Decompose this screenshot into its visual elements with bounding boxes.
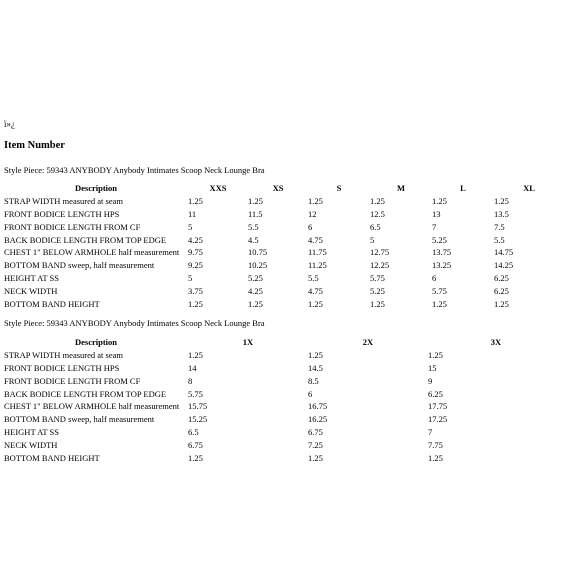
- measurement-value-cell: 1.25: [188, 350, 203, 361]
- measurement-value-cell: 13.25: [432, 260, 452, 271]
- measurement-value-cell: 6.5: [188, 426, 199, 437]
- column-header-size: 2X: [362, 337, 374, 348]
- table-row: [4, 413, 564, 426]
- size-spec-table-plus: [4, 336, 564, 464]
- measurement-value-cell: 1.25: [370, 196, 385, 207]
- measurement-value-cell: 6: [432, 272, 437, 283]
- size-spec-table-regular: [4, 182, 564, 310]
- measurement-value-cell: 7.25: [308, 439, 323, 450]
- measurement-value-cell: 11.5: [248, 208, 263, 219]
- measurement-value-cell: 11.25: [308, 260, 327, 271]
- measurement-value-cell: 1.25: [248, 298, 263, 309]
- measurement-description-cell: FRONT BODICE LENGTH HPS: [4, 362, 120, 373]
- measurement-description-cell: BOTTOM BAND sweep, half measurement: [4, 414, 155, 425]
- measurement-value-cell: 14: [188, 362, 197, 373]
- measurement-value-cell: 15: [428, 362, 437, 373]
- measurement-description-cell: BOTTOM BAND HEIGHT: [4, 298, 100, 309]
- measurement-value-cell: 5.5: [248, 221, 259, 232]
- measurement-value-cell: 17.25: [428, 414, 448, 425]
- measurement-description-cell: FRONT BODICE LENGTH HPS: [4, 208, 120, 219]
- measurement-value-cell: 5.25: [248, 272, 263, 283]
- measurement-value-cell: 8.5: [308, 375, 319, 386]
- measurement-value-cell: 1.25: [494, 196, 509, 207]
- measurement-value-cell: 15.25: [188, 414, 208, 425]
- measurement-value-cell: 5.5: [494, 234, 505, 245]
- measurement-value-cell: 4.75: [308, 234, 323, 245]
- measurement-description-cell: BOTTOM BAND sweep, half measurement: [4, 260, 155, 271]
- measurement-value-cell: 1.25: [308, 452, 323, 463]
- measurement-value-cell: 6.75: [188, 439, 203, 450]
- column-header-size: 1X: [242, 337, 254, 348]
- column-header-size: S: [336, 183, 342, 194]
- measurement-value-cell: 12.5: [370, 208, 385, 219]
- column-header-size: M: [396, 183, 406, 194]
- column-header-size: L: [460, 183, 466, 194]
- measurement-value-cell: 14.75: [494, 247, 514, 258]
- measurement-value-cell: 9.25: [188, 260, 203, 271]
- measurement-value-cell: 13.5: [494, 208, 509, 219]
- measurement-value-cell: 10.75: [248, 247, 268, 258]
- measurement-value-cell: 1.25: [370, 298, 385, 309]
- page-heading: Item Number: [4, 140, 65, 151]
- measurement-value-cell: 5: [188, 272, 193, 283]
- measurement-value-cell: 6: [308, 388, 313, 399]
- measurement-value-cell: 1.25: [432, 196, 447, 207]
- measurement-value-cell: 1.25: [308, 350, 323, 361]
- measurement-value-cell: 1.25: [428, 452, 443, 463]
- measurement-value-cell: 1.25: [308, 196, 323, 207]
- measurement-value-cell: 5.5: [308, 272, 319, 283]
- measurement-value-cell: 13.75: [432, 247, 452, 258]
- table-row: [4, 246, 564, 259]
- table-row: [4, 272, 564, 285]
- table-row: [4, 400, 564, 413]
- measurement-value-cell: 5: [370, 234, 375, 245]
- measurement-value-cell: 1.25: [494, 298, 509, 309]
- bom-artifact-text: ï»¿: [4, 119, 15, 129]
- table-row: [4, 387, 564, 400]
- measurement-value-cell: 4.25: [188, 234, 203, 245]
- measurement-value-cell: 6.25: [428, 388, 443, 399]
- measurement-value-cell: 4.25: [248, 285, 263, 296]
- measurement-value-cell: 5.25: [370, 285, 385, 296]
- measurement-value-cell: 12: [308, 208, 317, 219]
- measurement-value-cell: 7: [428, 426, 433, 437]
- table-row: [4, 349, 564, 362]
- measurement-description-cell: STRAP WIDTH measured at seam: [4, 196, 123, 207]
- measurement-value-cell: 11: [188, 208, 197, 219]
- table-row: [4, 297, 564, 310]
- measurement-value-cell: 11.75: [308, 247, 327, 258]
- measurement-value-cell: 7.75: [428, 439, 443, 450]
- measurement-value-cell: 16.25: [308, 414, 328, 425]
- column-header-size: XXS: [209, 183, 227, 194]
- table-row: [4, 233, 564, 246]
- measurement-description-cell: BOTTOM BAND HEIGHT: [4, 452, 100, 463]
- measurement-description-cell: BACK BODICE LENGTH FROM TOP EDGE: [4, 388, 167, 399]
- measurement-description-cell: NECK WIDTH: [4, 285, 58, 296]
- table-row: [4, 438, 564, 451]
- table-row: [4, 374, 564, 387]
- measurement-value-cell: 9: [428, 375, 433, 386]
- measurement-value-cell: 14.5: [308, 362, 323, 373]
- column-header-size: XS: [272, 183, 284, 194]
- measurement-value-cell: 1.25: [248, 196, 263, 207]
- column-header-description: Description: [74, 183, 118, 194]
- measurement-value-cell: 9.75: [188, 247, 203, 258]
- measurement-value-cell: 12.75: [370, 247, 390, 258]
- measurement-value-cell: 13: [432, 208, 441, 219]
- measurement-value-cell: 6: [308, 221, 313, 232]
- measurement-description-cell: NECK WIDTH: [4, 439, 58, 450]
- measurement-value-cell: 5.75: [370, 272, 385, 283]
- table-header-row: [4, 182, 564, 195]
- measurement-value-cell: 5.75: [432, 285, 447, 296]
- measurement-value-cell: 7: [432, 221, 437, 232]
- style-piece-label: Style Piece: 59343 ANYBODY Anybody Intimates Scoop Neck Lounge Bra: [4, 165, 265, 175]
- measurement-value-cell: 6.5: [370, 221, 381, 232]
- table-row: [4, 284, 564, 297]
- measurement-value-cell: 4.75: [308, 285, 323, 296]
- table-header-row: [4, 336, 564, 349]
- measurement-value-cell: 15.75: [188, 401, 208, 412]
- table-row: [4, 208, 564, 221]
- column-header-description: Description: [74, 337, 118, 348]
- measurement-value-cell: 1.25: [308, 298, 323, 309]
- measurement-value-cell: 1.25: [432, 298, 447, 309]
- column-header-size: XL: [523, 183, 535, 194]
- table-row: [4, 259, 564, 272]
- measurement-value-cell: 1.25: [428, 350, 443, 361]
- measurement-value-cell: 12.25: [370, 260, 390, 271]
- measurement-value-cell: 16.75: [308, 401, 328, 412]
- measurement-description-cell: CHEST 1" BELOW ARMHOLE half measurement: [4, 247, 180, 258]
- measurement-value-cell: 3.75: [188, 285, 203, 296]
- measurement-value-cell: 1.25: [188, 298, 203, 309]
- measurement-value-cell: 6.75: [308, 426, 323, 437]
- measurement-value-cell: 5: [188, 221, 193, 232]
- measurement-description-cell: STRAP WIDTH measured at seam: [4, 350, 123, 361]
- column-header-size: 3X: [490, 337, 502, 348]
- measurement-description-cell: CHEST 1" BELOW ARMHOLE half measurement: [4, 401, 180, 412]
- measurement-value-cell: 8: [188, 375, 193, 386]
- style-piece-label: Style Piece: 59343 ANYBODY Anybody Intimates Scoop Neck Lounge Bra: [4, 318, 265, 328]
- measurement-value-cell: 17.75: [428, 401, 448, 412]
- measurement-value-cell: 4.5: [248, 234, 259, 245]
- measurement-value-cell: 1.25: [188, 196, 203, 207]
- table-row: [4, 362, 564, 375]
- measurement-description-cell: FRONT BODICE LENGTH FROM CF: [4, 221, 141, 232]
- measurement-value-cell: 14.25: [494, 260, 514, 271]
- measurement-value-cell: 5.25: [432, 234, 447, 245]
- table-row: [4, 426, 564, 439]
- table-row: [4, 195, 564, 208]
- measurement-value-cell: 7.5: [494, 221, 505, 232]
- measurement-description-cell: BACK BODICE LENGTH FROM TOP EDGE: [4, 234, 167, 245]
- table-row: [4, 220, 564, 233]
- measurement-value-cell: 10.25: [248, 260, 268, 271]
- table-row: [4, 451, 564, 464]
- measurement-value-cell: 6.25: [494, 272, 509, 283]
- measurement-value-cell: 1.25: [188, 452, 203, 463]
- measurement-description-cell: HEIGHT AT SS: [4, 272, 59, 283]
- measurement-description-cell: FRONT BODICE LENGTH FROM CF: [4, 375, 141, 386]
- measurement-value-cell: 5.75: [188, 388, 203, 399]
- measurement-description-cell: HEIGHT AT SS: [4, 426, 59, 437]
- measurement-value-cell: 6.25: [494, 285, 509, 296]
